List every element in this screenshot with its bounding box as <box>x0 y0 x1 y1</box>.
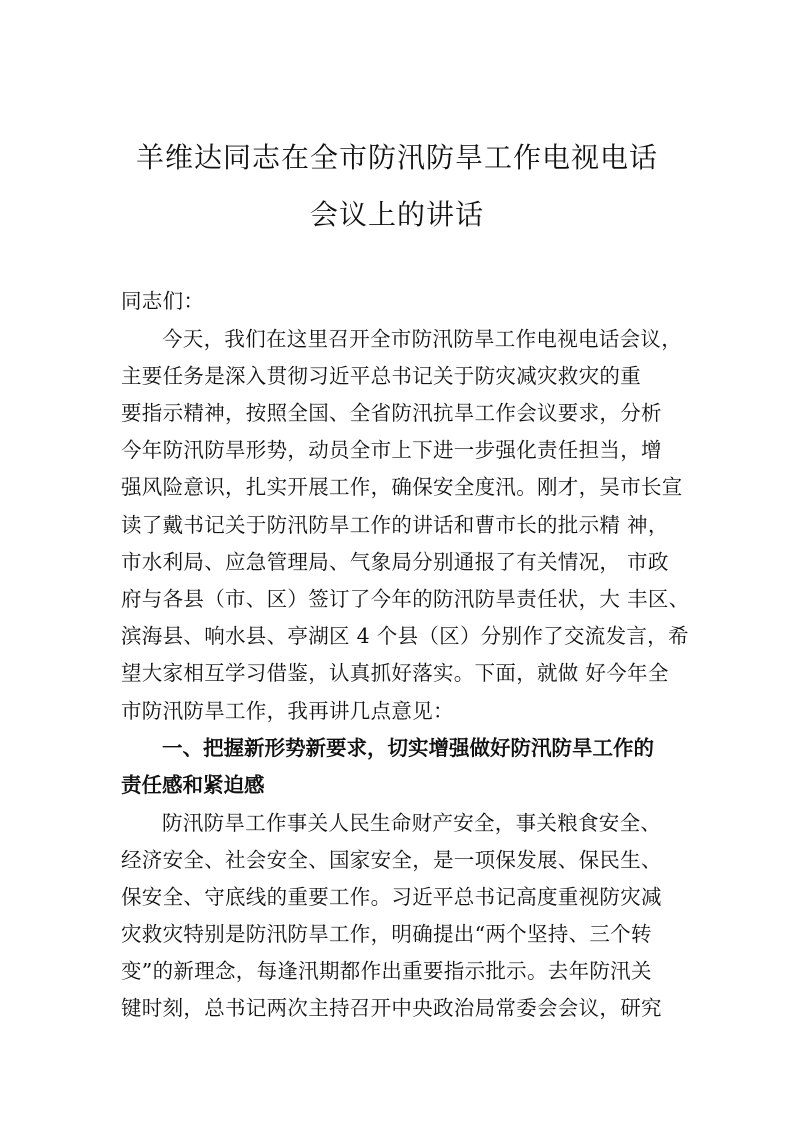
intro-line: 读了戴书记关于防汛防旱工作的讲话和曹市长的批示精 神， <box>121 513 669 537</box>
intro-line: 主要任务是深入贯彻习近平总书记关于防灾减灾救灾的重 <box>121 364 641 388</box>
document-title-line2: 会议上的讲话 <box>309 198 484 231</box>
intro-line: 滨海县、响水县、亭湖区 4 个县（区）分别作了交流发言，希 <box>121 624 689 648</box>
section1-line: 防汛防旱工作事关人民生命财产安全，事关粮食安全、 <box>162 811 662 835</box>
intro-line: 强风险意识，扎实开展工作，确保安全度汛。刚才，吴市长宣 <box>121 475 683 499</box>
intro-line: 府与各县（市、区）签订了今年的防汛防旱责任状，大 丰区、 <box>121 587 690 611</box>
intro-line: 今天，我们在这里召开全市防汛防旱工作电视电话会议， <box>162 327 682 351</box>
intro-line: 市水利局、应急管理局、气象局分别通报了有关情况， 市政 <box>121 550 669 574</box>
intro-line: 要指示精神，按照全国、全省防汛抗旱工作会议要求，分析 <box>121 401 662 425</box>
section1-line: 键时刻，总书记两次主持召开中央政治局常委会会议，研究 <box>121 996 662 1020</box>
section1-heading-line1: 一、把握新形势新要求，切实增强做好防汛防旱工作的 <box>162 736 654 760</box>
section1-heading-line2: 责任感和紧迫感 <box>121 773 265 797</box>
section1-line: 灾救灾特别是防汛防旱工作，明确提出“两个坚持、三个转 <box>121 922 652 946</box>
intro-line: 望大家相互学习借鉴，认真抓好落实。下面，就做 好今年全 <box>121 661 669 685</box>
intro-line: 市防汛防旱工作，我再讲几点意见： <box>121 699 454 723</box>
salutation: 同志们： <box>121 289 205 313</box>
section1-line: 变”的新理念，每逢汛期都作出重要指示批示。去年防汛关 <box>121 959 652 983</box>
section1-line: 保安全、守底线的重要工作。习近平总书记高度重视防灾减 <box>121 885 662 909</box>
intro-line: 今年防汛防旱形势，动员全市上下进一步强化责任担当，增 <box>121 438 662 462</box>
section1-line: 经济安全、社会安全、国家安全，是一项保发展、保民生、 <box>121 848 662 872</box>
document-title-line1: 羊维达同志在全市防汛防旱工作电视电话 <box>135 141 658 174</box>
